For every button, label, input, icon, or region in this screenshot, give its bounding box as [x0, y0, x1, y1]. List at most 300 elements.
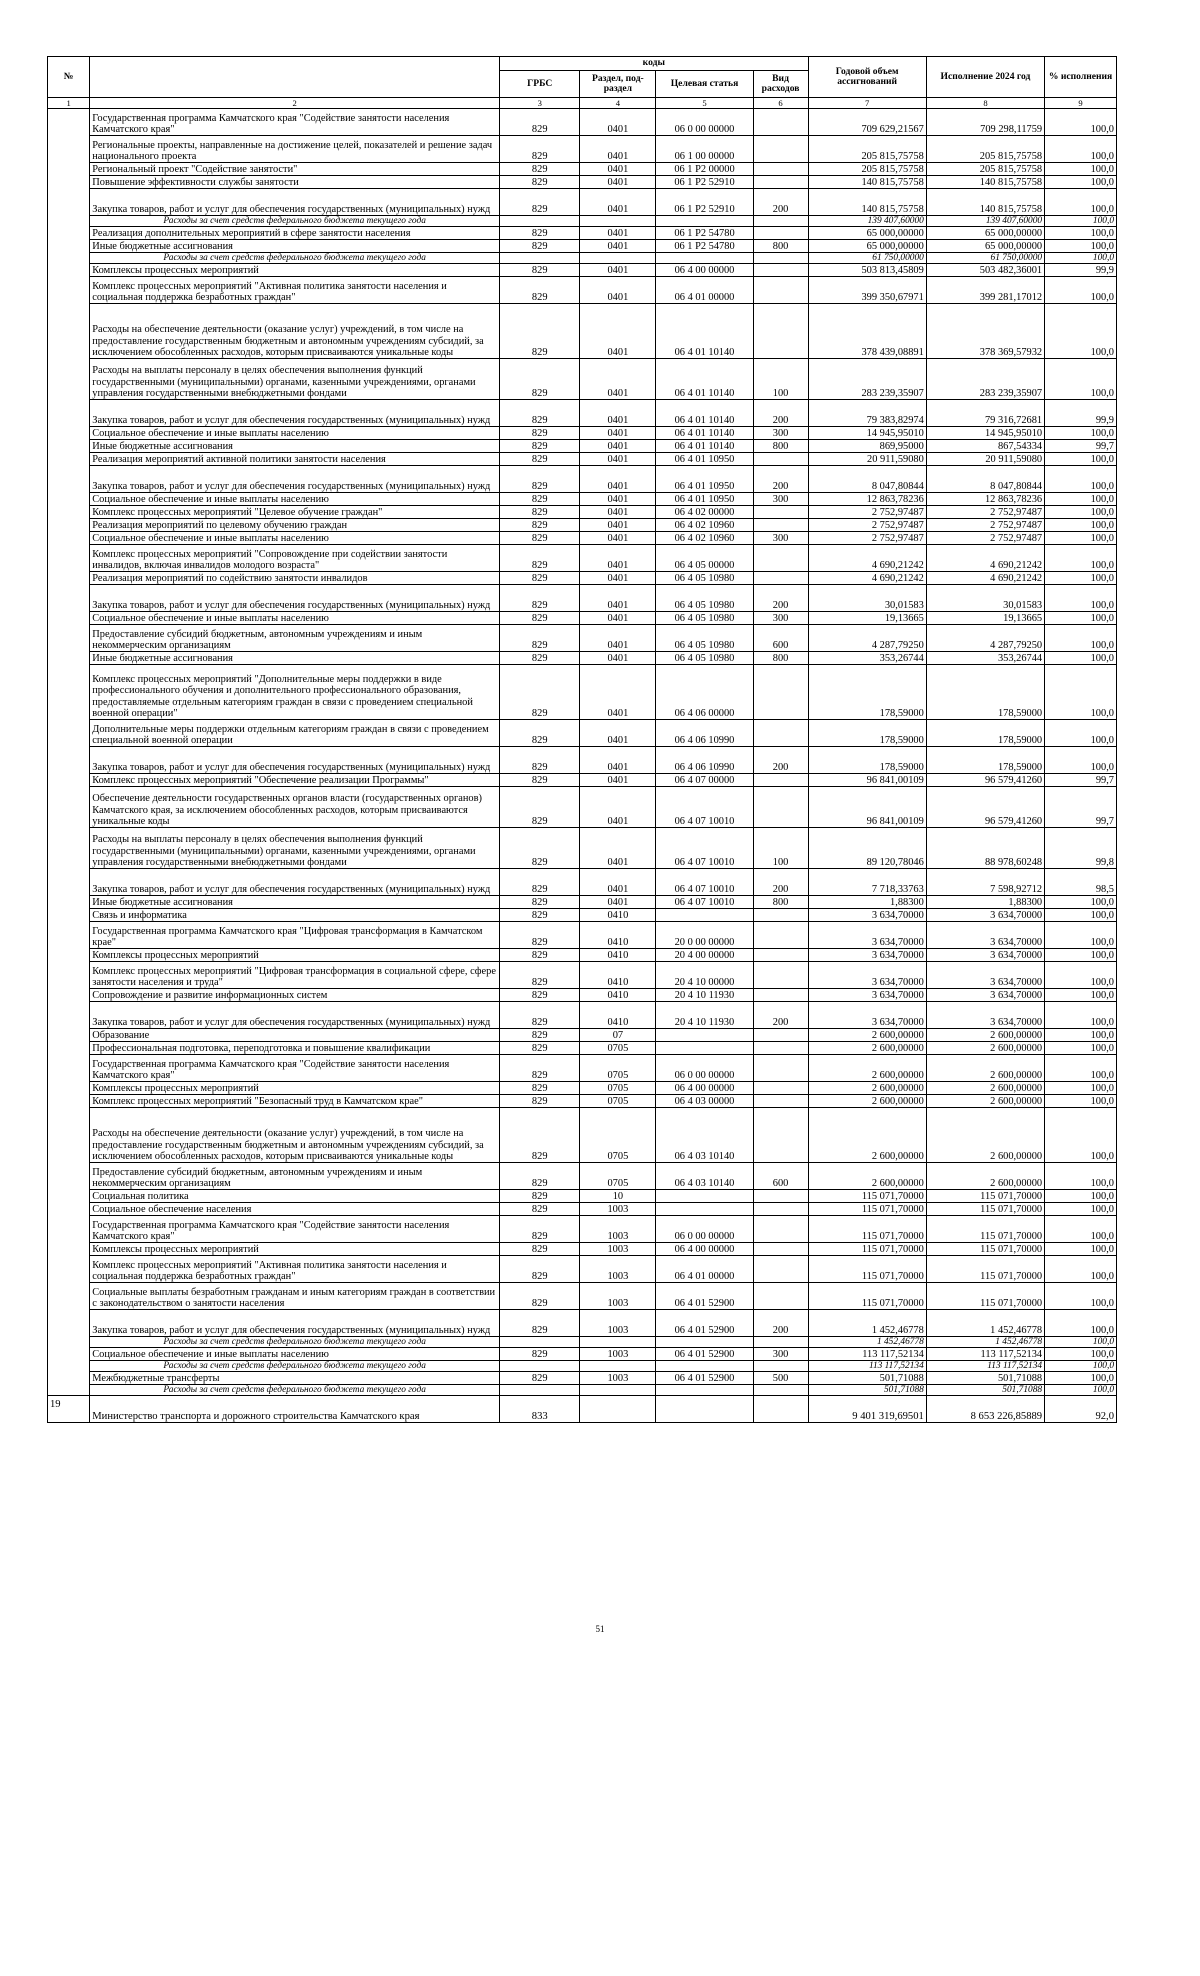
- header-target: Целевая статья: [656, 71, 753, 98]
- table-row: [48, 1310, 1117, 1337]
- cell-expense-type: [753, 253, 808, 264]
- cell-section: 0705: [580, 1163, 656, 1190]
- cell-execution: 283 239,35907: [926, 359, 1044, 400]
- table-row: [48, 440, 1117, 453]
- cell-execution: 12 863,78236: [926, 493, 1044, 506]
- cell-section: [580, 1361, 656, 1372]
- cell-name: Предоставление субсидий бюджетным, автономным учреждениям и иным некоммерческим организациям: [90, 1163, 500, 1190]
- cell-name: Комплексы процессных мероприятий: [90, 949, 500, 962]
- cell-name: Расходы на выплаты персоналу в целях обеспечения выполнения функций государственными (муниципальными) органами, казенными учреждениями, органами управления государственными внебюджетными фондами: [90, 828, 500, 869]
- cell-target-article: 06 4 05 10980: [656, 625, 753, 652]
- cell-annual-volume: 2 600,00000: [808, 1108, 926, 1163]
- cell-grbs: 829: [500, 1095, 580, 1108]
- header-column-number: 3: [500, 98, 580, 109]
- cell-annual-volume: 12 863,78236: [808, 493, 926, 506]
- cell-expense-type: 300: [753, 612, 808, 625]
- cell-percent: 99,7: [1045, 774, 1117, 787]
- cell-expense-type: 800: [753, 440, 808, 453]
- cell-section: 1003: [580, 1256, 656, 1283]
- cell-percent: 100,0: [1045, 1029, 1117, 1042]
- cell-expense-type: [753, 277, 808, 304]
- cell-percent: 100,0: [1045, 1042, 1117, 1055]
- budget-execution-table: [47, 56, 1117, 1423]
- header-grbs: ГРБС: [500, 71, 580, 98]
- cell-grbs: 829: [500, 136, 580, 163]
- cell-target-article: 06 4 03 10140: [656, 1163, 753, 1190]
- cell-target-article: 06 0 00 00000: [656, 109, 753, 136]
- cell-target-article: 20 4 10 00000: [656, 962, 753, 989]
- cell-name: Иные бюджетные ассигнования: [90, 652, 500, 665]
- cell-annual-volume: 2 600,00000: [808, 1082, 926, 1095]
- cell-grbs: 829: [500, 506, 580, 519]
- cell-annual-volume: 353,26744: [808, 652, 926, 665]
- cell-target-article: 06 4 01 10140: [656, 304, 753, 359]
- table-row: [48, 304, 1117, 359]
- table-row: [48, 1283, 1117, 1310]
- cell-expense-type: [753, 1095, 808, 1108]
- cell-grbs: 829: [500, 493, 580, 506]
- cell-percent: 99,9: [1045, 400, 1117, 427]
- cell-annual-volume: 14 945,95010: [808, 427, 926, 440]
- cell-name: Повышение эффективности службы занятости: [90, 176, 500, 189]
- cell-percent: 100,0: [1045, 1190, 1117, 1203]
- cell-execution: 4 287,79250: [926, 625, 1044, 652]
- cell-target-article: 06 4 00 00000: [656, 264, 753, 277]
- cell-expense-type: [753, 1396, 808, 1423]
- cell-section: [580, 1396, 656, 1423]
- cell-target-article: 06 4 01 10950: [656, 493, 753, 506]
- cell-name: Расходы за счет средств федерального бюджета текущего года: [90, 1337, 500, 1348]
- cell-target-article: [656, 1042, 753, 1055]
- cell-expense-type: 200: [753, 400, 808, 427]
- cell-name: Расходы за счет средств федерального бюджета текущего года: [90, 1361, 500, 1372]
- cell-execution: 2 752,97487: [926, 506, 1044, 519]
- cell-section: 0401: [580, 828, 656, 869]
- cell-section: 0410: [580, 909, 656, 922]
- cell-execution: 140 815,75758: [926, 189, 1044, 216]
- cell-annual-volume: 869,95000: [808, 440, 926, 453]
- cell-expense-type: [753, 264, 808, 277]
- cell-section: 0401: [580, 440, 656, 453]
- cell-annual-volume: 65 000,00000: [808, 240, 926, 253]
- cell-expense-type: [753, 109, 808, 136]
- cell-expense-type: [753, 774, 808, 787]
- cell-expense-type: 200: [753, 585, 808, 612]
- cell-name: Профессиональная подготовка, переподготовка и повышение квалификации: [90, 1042, 500, 1055]
- cell-execution: 96 579,41260: [926, 787, 1044, 828]
- table-row: [48, 1361, 1117, 1372]
- cell-target-article: 06 1 P2 54780: [656, 227, 753, 240]
- cell-name: Комплекс процессных мероприятий "Активная политика занятости населения и социальная поддержка безработных граждан": [90, 1256, 500, 1283]
- cell-section: 1003: [580, 1216, 656, 1243]
- header-column-number: 5: [656, 98, 753, 109]
- cell-grbs: 829: [500, 264, 580, 277]
- cell-annual-volume: 3 634,70000: [808, 989, 926, 1002]
- cell-grbs: 829: [500, 774, 580, 787]
- cell-name: Социальные выплаты безработным гражданам и иным категориям граждан в соответствии с законодательством о занятости населения: [90, 1283, 500, 1310]
- cell-target-article: 06 4 00 00000: [656, 1243, 753, 1256]
- table-row: [48, 1372, 1117, 1385]
- cell-name: Комплекс процессных мероприятий "Активная политика занятости населения и социальная поддержка безработных граждан": [90, 277, 500, 304]
- cell-target-article: 06 4 05 10980: [656, 572, 753, 585]
- cell-expense-type: 200: [753, 869, 808, 896]
- cell-target-article: [656, 1029, 753, 1042]
- cell-name: Региональные проекты, направленные на достижение целей, показателей и решение задач национального проекта: [90, 136, 500, 163]
- cell-name: Предоставление субсидий бюджетным, автономным учреждениям и иным некоммерческим организациям: [90, 625, 500, 652]
- cell-expense-type: [753, 922, 808, 949]
- cell-name: Реализация дополнительных мероприятий в сфере занятости населения: [90, 227, 500, 240]
- cell-target-article: 06 1 P2 54780: [656, 240, 753, 253]
- cell-execution: 88 978,60248: [926, 828, 1044, 869]
- table-row: [48, 1029, 1117, 1042]
- cell-expense-type: [753, 1283, 808, 1310]
- cell-section: 0705: [580, 1082, 656, 1095]
- cell-expense-type: 300: [753, 1348, 808, 1361]
- cell-target-article: 06 4 01 00000: [656, 1256, 753, 1283]
- table-row: [48, 493, 1117, 506]
- cell-annual-volume: 178,59000: [808, 665, 926, 720]
- cell-grbs: 829: [500, 189, 580, 216]
- cell-section: 0401: [580, 612, 656, 625]
- cell-target-article: 06 4 02 10960: [656, 519, 753, 532]
- cell-expense-type: [753, 720, 808, 747]
- cell-name: Государственная программа Камчатского края "Содействие занятости населения Камчатского края": [90, 1216, 500, 1243]
- cell-name: Социальное обеспечение и иные выплаты населению: [90, 427, 500, 440]
- cell-execution: 113 117,52134: [926, 1348, 1044, 1361]
- table-row: [48, 216, 1117, 227]
- cell-execution: 205 815,75758: [926, 163, 1044, 176]
- cell-annual-volume: 7 718,33763: [808, 869, 926, 896]
- cell-section: 0401: [580, 453, 656, 466]
- cell-percent: 100,0: [1045, 359, 1117, 400]
- cell-grbs: 829: [500, 652, 580, 665]
- cell-annual-volume: 113 117,52134: [808, 1361, 926, 1372]
- cell-target-article: 06 4 02 10960: [656, 532, 753, 545]
- cell-name: Комплекс процессных мероприятий "Цифровая трансформация в социальной сфере, сфере занятости населения и труда": [90, 962, 500, 989]
- cell-annual-volume: 2 752,97487: [808, 532, 926, 545]
- cell-execution: 3 634,70000: [926, 922, 1044, 949]
- cell-percent: 100,0: [1045, 453, 1117, 466]
- cell-percent: 99,8: [1045, 828, 1117, 869]
- table-row: [48, 400, 1117, 427]
- cell-section: 0401: [580, 163, 656, 176]
- cell-percent: 100,0: [1045, 493, 1117, 506]
- cell-section: 0401: [580, 506, 656, 519]
- cell-annual-volume: 115 071,70000: [808, 1243, 926, 1256]
- cell-grbs: 829: [500, 1283, 580, 1310]
- cell-section: 0401: [580, 747, 656, 774]
- cell-percent: 100,0: [1045, 176, 1117, 189]
- header-annual: Годовой объем ассигнований: [808, 57, 926, 98]
- cell-section: 0410: [580, 949, 656, 962]
- cell-name: Дополнительные меры поддержки отдельным категориям граждан в связи с проведением специальной военной операции: [90, 720, 500, 747]
- cell-target-article: 06 4 06 10990: [656, 720, 753, 747]
- cell-target-article: [656, 1385, 753, 1396]
- cell-grbs: 829: [500, 466, 580, 493]
- cell-grbs: 829: [500, 1348, 580, 1361]
- cell-name: Социальное обеспечение и иные выплаты населению: [90, 1348, 500, 1361]
- cell-execution: 503 482,36001: [926, 264, 1044, 277]
- cell-expense-type: [753, 1337, 808, 1348]
- cell-annual-volume: 79 383,82974: [808, 400, 926, 427]
- cell-section: 0401: [580, 532, 656, 545]
- table-row: [48, 774, 1117, 787]
- cell-section: 0401: [580, 572, 656, 585]
- cell-name: Закупка товаров, работ и услуг для обеспечения государственных (муниципальных) нужд: [90, 1002, 500, 1029]
- cell-annual-volume: 378 439,08891: [808, 304, 926, 359]
- cell-percent: 100,0: [1045, 1337, 1117, 1348]
- cell-execution: 2 600,00000: [926, 1095, 1044, 1108]
- cell-execution: 61 750,00000: [926, 253, 1044, 264]
- cell-execution: 115 071,70000: [926, 1256, 1044, 1283]
- cell-grbs: 829: [500, 1055, 580, 1082]
- header-column-number: 1: [48, 98, 90, 109]
- table-row: [48, 1216, 1117, 1243]
- cell-target-article: 06 0 00 00000: [656, 1055, 753, 1082]
- cell-name: Образование: [90, 1029, 500, 1042]
- cell-expense-type: 300: [753, 493, 808, 506]
- cell-section: 0401: [580, 896, 656, 909]
- cell-section: 0401: [580, 665, 656, 720]
- cell-section: 0401: [580, 240, 656, 253]
- cell-grbs: 829: [500, 625, 580, 652]
- cell-percent: 100,0: [1045, 506, 1117, 519]
- cell-grbs: 829: [500, 585, 580, 612]
- cell-annual-volume: 96 841,00109: [808, 774, 926, 787]
- cell-name: Расходы на обеспечение деятельности (оказание услуг) учреждений, в том числе на предоставление государственным бюджетным и автономным учреждениям субсидий, за исключением обособленных расходов, которым присваиваются уникальные коды: [90, 304, 500, 359]
- cell-execution: 115 071,70000: [926, 1190, 1044, 1203]
- cell-target-article: 06 4 01 52900: [656, 1372, 753, 1385]
- cell-grbs: 829: [500, 1029, 580, 1042]
- cell-annual-volume: 140 815,75758: [808, 189, 926, 216]
- cell-annual-volume: 501,71088: [808, 1372, 926, 1385]
- cell-annual-volume: 20 911,59080: [808, 453, 926, 466]
- header-column-number: 2: [90, 98, 500, 109]
- table-row: [48, 787, 1117, 828]
- cell-execution: 3 634,70000: [926, 962, 1044, 989]
- table-row: [48, 1190, 1117, 1203]
- cell-name: Комплекс процессных мероприятий "Безопасный труд в Камчатском крае": [90, 1095, 500, 1108]
- cell-expense-type: [753, 1029, 808, 1042]
- cell-execution: 19,13665: [926, 612, 1044, 625]
- table-row: [48, 612, 1117, 625]
- cell-section: 0401: [580, 304, 656, 359]
- cell-section: 0401: [580, 652, 656, 665]
- cell-expense-type: [753, 163, 808, 176]
- cell-execution: 65 000,00000: [926, 240, 1044, 253]
- cell-annual-volume: 19,13665: [808, 612, 926, 625]
- cell-grbs: 829: [500, 545, 580, 572]
- cell-execution: 2 752,97487: [926, 532, 1044, 545]
- cell-execution: 96 579,41260: [926, 774, 1044, 787]
- cell-annual-volume: 4 287,79250: [808, 625, 926, 652]
- header-section: Раздел, под-раздел: [580, 71, 656, 98]
- cell-expense-type: 200: [753, 747, 808, 774]
- cell-annual-volume: 1 452,46778: [808, 1310, 926, 1337]
- table-row: [48, 1108, 1117, 1163]
- table-row: [48, 869, 1117, 896]
- header-pct: % исполнения: [1045, 57, 1117, 98]
- cell-grbs: 829: [500, 1203, 580, 1216]
- cell-section: [580, 253, 656, 264]
- cell-name: Государственная программа Камчатского края "Цифровая трансформация в Камчатском крае": [90, 922, 500, 949]
- cell-grbs: 829: [500, 359, 580, 400]
- cell-expense-type: [753, 1256, 808, 1283]
- cell-annual-volume: 399 350,67971: [808, 277, 926, 304]
- cell-target-article: 06 4 06 00000: [656, 665, 753, 720]
- cell-expense-type: [753, 227, 808, 240]
- cell-execution: 3 634,70000: [926, 1002, 1044, 1029]
- cell-expense-type: 300: [753, 532, 808, 545]
- cell-execution: 2 752,97487: [926, 519, 1044, 532]
- table-row: [48, 989, 1117, 1002]
- cell-execution: 1 452,46778: [926, 1310, 1044, 1337]
- cell-execution: 2 600,00000: [926, 1029, 1044, 1042]
- cell-target-article: [656, 1203, 753, 1216]
- cell-expense-type: [753, 304, 808, 359]
- cell-annual-volume: 501,71088: [808, 1385, 926, 1396]
- cell-target-article: 20 0 00 00000: [656, 922, 753, 949]
- cell-name: Реализация мероприятий активной политики занятости населения: [90, 453, 500, 466]
- table-row: [48, 1243, 1117, 1256]
- cell-annual-volume: 65 000,00000: [808, 227, 926, 240]
- cell-section: 0401: [580, 774, 656, 787]
- cell-target-article: 06 0 00 00000: [656, 1216, 753, 1243]
- cell-percent: 100,0: [1045, 1256, 1117, 1283]
- table-row: [48, 1256, 1117, 1283]
- cell-target-article: 06 4 01 10950: [656, 453, 753, 466]
- cell-section: 0410: [580, 922, 656, 949]
- table-row: [48, 1348, 1117, 1361]
- cell-percent: 100,0: [1045, 189, 1117, 216]
- cell-expense-type: 200: [753, 1002, 808, 1029]
- cell-grbs: [500, 1385, 580, 1396]
- cell-name: Иные бюджетные ассигнования: [90, 240, 500, 253]
- cell-percent: 100,0: [1045, 652, 1117, 665]
- cell-target-article: 06 1 00 00000: [656, 136, 753, 163]
- table-row: [48, 747, 1117, 774]
- cell-target-article: [656, 1396, 753, 1423]
- cell-execution: 4 690,21242: [926, 545, 1044, 572]
- cell-percent: 100,0: [1045, 1082, 1117, 1095]
- cell-execution: 399 281,17012: [926, 277, 1044, 304]
- header-exp-type: Вид расходов: [753, 71, 808, 98]
- cell-name: Обеспечение деятельности государственных органов власти (государственных органов) Камчатского края, за исключением обособленных расходов, которым присваиваются уникальные коды: [90, 787, 500, 828]
- cell-grbs: 829: [500, 163, 580, 176]
- cell-percent: 100,0: [1045, 989, 1117, 1002]
- header-column-number: 9: [1045, 98, 1117, 109]
- cell-percent: 100,0: [1045, 1002, 1117, 1029]
- cell-target-article: 06 4 01 10140: [656, 427, 753, 440]
- cell-target-article: 06 1 P2 00000: [656, 163, 753, 176]
- cell-execution: 115 071,70000: [926, 1203, 1044, 1216]
- cell-execution: 8 047,80844: [926, 466, 1044, 493]
- cell-percent: 100,0: [1045, 1372, 1117, 1385]
- cell-name: Социальное обеспечение населения: [90, 1203, 500, 1216]
- cell-annual-volume: 115 071,70000: [808, 1190, 926, 1203]
- cell-annual-volume: 140 815,75758: [808, 176, 926, 189]
- table-row: [48, 359, 1117, 400]
- cell-grbs: 829: [500, 427, 580, 440]
- cell-annual-volume: 1,88300: [808, 896, 926, 909]
- cell-percent: 100,0: [1045, 240, 1117, 253]
- cell-section: 1003: [580, 1203, 656, 1216]
- cell-percent: 100,0: [1045, 216, 1117, 227]
- cell-execution: 178,59000: [926, 747, 1044, 774]
- header-column-number: 8: [926, 98, 1044, 109]
- cell-section: 0705: [580, 1042, 656, 1055]
- cell-execution: 3 634,70000: [926, 909, 1044, 922]
- cell-name: Межбюджетные трансферты: [90, 1372, 500, 1385]
- cell-grbs: 829: [500, 787, 580, 828]
- cell-name: Комплексы процессных мероприятий: [90, 1082, 500, 1095]
- cell-annual-volume: 89 120,78046: [808, 828, 926, 869]
- cell-annual-volume: 139 407,60000: [808, 216, 926, 227]
- cell-section: 1003: [580, 1310, 656, 1337]
- cell-name: Закупка товаров, работ и услуг для обеспечения государственных (муниципальных) нужд: [90, 400, 500, 427]
- cell-expense-type: [753, 216, 808, 227]
- cell-annual-volume: 2 600,00000: [808, 1095, 926, 1108]
- table-row: [48, 277, 1117, 304]
- cell-grbs: 829: [500, 572, 580, 585]
- table-row: [48, 896, 1117, 909]
- cell-target-article: 06 4 01 10950: [656, 466, 753, 493]
- cell-grbs: 829: [500, 1190, 580, 1203]
- cell-grbs: 829: [500, 989, 580, 1002]
- header-codes: коды: [500, 57, 808, 71]
- cell-section: 0401: [580, 227, 656, 240]
- cell-annual-volume: 2 600,00000: [808, 1055, 926, 1082]
- cell-expense-type: [753, 962, 808, 989]
- cell-expense-type: [753, 1082, 808, 1095]
- cell-execution: 3 634,70000: [926, 949, 1044, 962]
- cell-section: 0401: [580, 545, 656, 572]
- cell-target-article: 06 4 05 10980: [656, 612, 753, 625]
- cell-percent: 100,0: [1045, 466, 1117, 493]
- cell-execution: 113 117,52134: [926, 1361, 1044, 1372]
- cell-expense-type: [753, 949, 808, 962]
- cell-annual-volume: 9 401 319,69501: [808, 1396, 926, 1423]
- cell-expense-type: [753, 1055, 808, 1082]
- cell-execution: 353,26744: [926, 652, 1044, 665]
- cell-target-article: [656, 1361, 753, 1372]
- cell-percent: 100,0: [1045, 949, 1117, 962]
- cell-execution: 20 911,59080: [926, 453, 1044, 466]
- cell-grbs: 829: [500, 922, 580, 949]
- cell-expense-type: [753, 506, 808, 519]
- cell-section: 0401: [580, 519, 656, 532]
- cell-percent: 100,0: [1045, 665, 1117, 720]
- cell-execution: 2 600,00000: [926, 1108, 1044, 1163]
- cell-target-article: 06 4 07 00000: [656, 774, 753, 787]
- cell-section: 0401: [580, 277, 656, 304]
- cell-grbs: 829: [500, 1163, 580, 1190]
- cell-target-article: 06 4 07 10010: [656, 787, 753, 828]
- table-row: [48, 962, 1117, 989]
- cell-grbs: 829: [500, 227, 580, 240]
- table-row: [48, 466, 1117, 493]
- cell-expense-type: [753, 545, 808, 572]
- cell-expense-type: [753, 1042, 808, 1055]
- cell-percent: 100,0: [1045, 1361, 1117, 1372]
- cell-annual-volume: 115 071,70000: [808, 1203, 926, 1216]
- cell-annual-volume: 115 071,70000: [808, 1256, 926, 1283]
- cell-percent: 99,7: [1045, 787, 1117, 828]
- cell-name: Расходы за счет средств федерального бюджета текущего года: [90, 253, 500, 264]
- cell-execution: 115 071,70000: [926, 1283, 1044, 1310]
- table-row: [48, 163, 1117, 176]
- cell-target-article: 06 1 P2 52910: [656, 176, 753, 189]
